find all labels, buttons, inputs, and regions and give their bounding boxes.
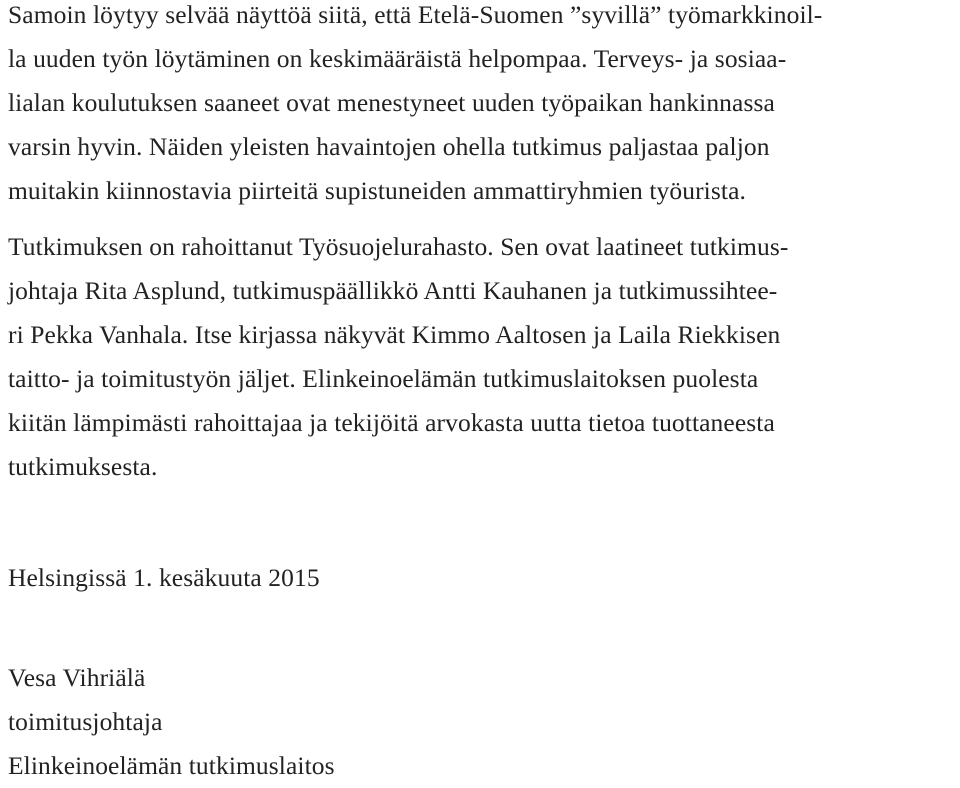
text-line: la uuden työn löytäminen on keskimääräistä helpompaa. Terveys- ja sosiaa- xyxy=(8,44,787,73)
text-line: ri Pekka Vanhala. Itse kirjassa näkyvät Kimmo Aaltosen ja Laila Riekkisen xyxy=(8,320,781,349)
place-date: Helsingissä 1. kesäkuuta 2015 xyxy=(8,563,320,592)
text-line: lialan koulutuksen saaneet ovat menestyneet uuden työpaikan hankinnassa xyxy=(8,88,775,117)
text-line: johtaja Rita Asplund, tutkimuspäällikkö Antti Kauhanen ja tutkimussihtee- xyxy=(8,276,778,305)
text-line: varsin hyvin. Näiden yleisten havaintojen ohella tutkimus paljastaa paljon xyxy=(8,132,770,161)
text-line: Samoin löytyy selvää näyttöä siitä, että Etelä-Suomen ”syvillä” työmarkkinoil- xyxy=(8,0,823,29)
spacer xyxy=(8,600,956,656)
paragraph-acknowledgements xyxy=(8,225,956,489)
text-line: Tutkimuksen on rahoittanut Työsuojelurahasto. Sen ovat laatineet tutkimus- xyxy=(8,232,789,261)
signatory-name: Vesa Vihriälä xyxy=(8,663,146,692)
signatory-organization: Elinkeinoelämän tutkimuslaitos xyxy=(8,751,335,780)
text-line: muitakin kiinnostavia piirteitä supistuneiden ammattiryhmien työurista. xyxy=(8,176,746,205)
document-page xyxy=(8,0,956,788)
text-line: taitto- ja toimitustyön jäljet. Elinkeinoelämän tutkimuslaitoksen puolesta xyxy=(8,364,759,393)
spacer xyxy=(8,489,956,556)
text-line: kiitän lämpimästi rahoittajaa ja tekijöitä arvokasta uutta tietoa tuottaneesta xyxy=(8,408,775,437)
signature-block xyxy=(8,656,956,788)
text-line: tutkimuksesta. xyxy=(8,452,158,481)
paragraph-findings xyxy=(8,0,956,213)
signatory-title: toimitusjohtaja xyxy=(8,707,163,736)
